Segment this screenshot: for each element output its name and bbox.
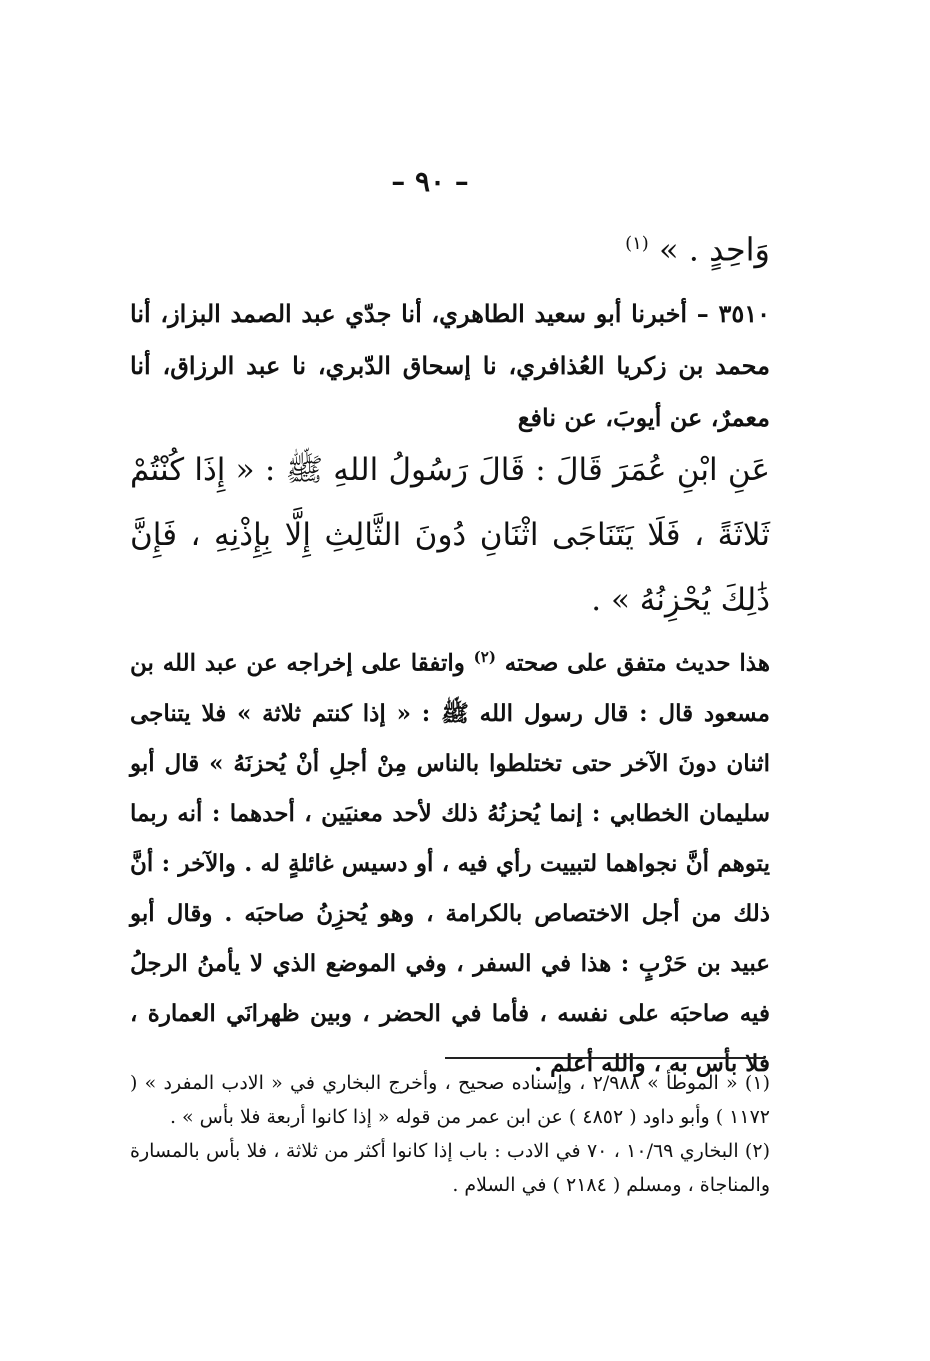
hadith-text: عَنِ ابْنِ عُمَرَ قَالَ : قَالَ رَسُولُ اللهِ ﷺ : « إِذَا كُنْتُمْ ثَلاثَةً ، فَلَا يَتَنَاجَى اثْنَانِ دُونَ الثَّالِثِ إِلَّا بِإِذْنِهِ ، فَإِنَّ ذَٰلِكَ يُحْزِنُهُ » . [130, 452, 770, 618]
footnote-divider [445, 1057, 765, 1059]
commentary-intro: هذا حديث متفق على صحته [504, 649, 771, 677]
footnote-1: (١) « الموطأ » ٢/٩٨٨ ، وإسناده صحيح ، وأخرج البخاري في « الادب المفرد » ( ١١٧٢ ) وأبو داود ( ٤٨٥٢ ) عن ابن عمر من قوله « إذا كانوا أربعة فلا بأس » . [130, 1072, 770, 1128]
isnad-paragraph: ٣٥١٠ – أخبرنا أبو سعيد الطاهري، أنا جدّي عبد الصمد البزاز، أنا محمد بن زكريا العُذافري، نا إسحاق الدّبري، نا عبد الرزاق، أنا معمرٌ، عن أيوبَ، عن نافع [130, 299, 770, 432]
footnote-2: (٢) البخاري ١٠/٦٩ ، ٧٠ في الادب : باب إذا كانوا أكثر من ثلاثة ، فلا بأس بالمسارة والمناجاة ، ومسلم ( ٢١٨٤ ) في السلام . [130, 1140, 770, 1196]
footnote-ref-2: (٢) [473, 648, 496, 666]
trailing-hadith-line [130, 220, 770, 274]
footnote-ref-1: (١) [625, 233, 649, 254]
trailing-hadith-text: وَاحِدٍ . » [658, 230, 770, 269]
commentary-body: واتفقا على إخراجه عن عبد الله بن مسعود قال : قال رسول الله ﷺ : « إذا كنتم ثلاثة » فلا يتناجى اثنان دونَ الآخر حتى تختلطوا بالناس مِنْ أجلِ أنْ يُحزنَهُ » قال أبو سليمان الخطابي : إنما يُحزنُهُ ذلك لأحد معنيَين ، أحدهما : أنه ربما يتوهم أنَّ نجواهما لتبييت رأي فيه ، أو دسيس غائلةٍ له . والآخر : أنَّ ذلك من أجل الاختصاص بالكرامة ، وهو يُحزِنُ صاحبَه . وقال أبو عبيد بن حَرْبٍ : هذا في السفر ، وفي الموضع الذي لا يأمنُ الرجلُ فيه صاحبَه على نفسه ، فأما في الحضر ، وبين ظهرانَي العمارة ، فلا بأس به ، والله أعلم . [130, 649, 770, 1077]
page-number: – ٩٠ – [391, 165, 469, 198]
commentary-paragraph [130, 632, 770, 1089]
footnotes [130, 1066, 770, 1202]
